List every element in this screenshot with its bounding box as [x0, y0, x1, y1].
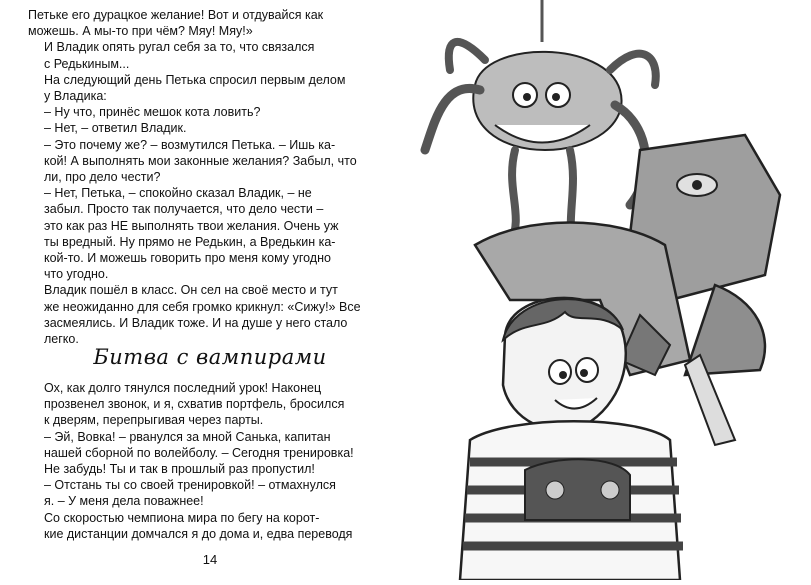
top-paragraph — [28, 282, 394, 347]
text-line: кие дистанции домчался я до дома и, едва переводя — [44, 526, 353, 541]
text-line: легко. — [44, 332, 79, 347]
top-paragraph — [28, 137, 394, 186]
bottom-paragraph — [28, 429, 394, 478]
bottom-paragraph — [28, 380, 394, 429]
text-line: Петьке его дурацкое желание! Вот и отдувайся как — [28, 8, 324, 22]
text-line: засмеялись. И Владик тоже. И на душе у него стало — [44, 315, 348, 330]
top-paragraph — [28, 39, 394, 71]
top-paragraph — [28, 104, 394, 120]
text-line: – Это почему же? – возмутился Петька. – Ишь ка- — [44, 137, 336, 152]
illustration — [415, 0, 811, 580]
text-line: Ох, как долго тянулся последний урок! Наконец — [44, 381, 322, 395]
text-line: что угодно. — [44, 267, 109, 282]
text-line: Владик пошёл в класс. Он сел на своё место и тут — [44, 283, 338, 298]
text-line: кой! А выполнять мои законные желания? Забыл, что — [44, 153, 357, 168]
text-line: И Владик опять ругал себя за то, что связался — [44, 40, 315, 55]
text-line: с Редькиным... — [44, 56, 130, 71]
text-line: Со скоростью чемпиона мира по бегу на корот- — [44, 510, 320, 525]
text-line: забыл. Просто так получается, что дело чести – — [44, 202, 324, 217]
bottom-paragraph — [28, 477, 394, 509]
text-line: – Отстань ты со своей тренировкой! – отмахнулся — [44, 478, 336, 493]
bottom-paragraph — [28, 510, 394, 542]
text-line: у Владика: — [44, 89, 107, 104]
text-line: же неожиданно для себя громко крикнул: «Сижу!» Все — [44, 299, 361, 314]
text-line: нашей сборной по волейболу. – Сегодня тренировка! — [44, 445, 354, 460]
top-paragraph — [28, 7, 394, 39]
top-paragraph — [28, 185, 394, 282]
text-line: ты вредный. Ну прямо не Редькин, а Вредькин ка- — [44, 234, 336, 249]
text-line: прозвенел звонок, и я, схватив портфель, бросился — [44, 397, 345, 412]
boy-robot-octopus-illustration — [415, 0, 811, 580]
text-line: На следующий день Петька спросил первым делом — [44, 72, 346, 87]
text-line: я. – У меня дела поважнее! — [44, 494, 204, 509]
text-line: Не забудь! Ты и так в прошлый раз пропустил! — [44, 462, 315, 477]
text-line: кой-то. И можешь говорить про меня кому угодно — [44, 251, 331, 266]
page-number: 14 — [202, 552, 218, 567]
text-line: к дверям, перепрыгивая через парты. — [44, 413, 264, 428]
text-line: можешь. А мы-то при чём? Мяу! Мяу!» — [28, 24, 253, 39]
top-paragraph — [28, 72, 394, 104]
text-line: – Ну что, принёс мешок кота ловить? — [44, 105, 261, 120]
top-paragraph — [28, 120, 394, 136]
text-line: – Нет, Петька, – спокойно сказал Владик, – не — [44, 186, 312, 201]
text-line: – Нет, – ответил Владик. — [44, 121, 187, 136]
text-line: – Эй, Вовка! – рванулся за мной Санька, капитан — [44, 429, 331, 444]
chapter-title: Битва с вампирами — [93, 345, 327, 369]
text-block-top — [28, 7, 394, 347]
text-line: ли, про дело чести? — [44, 170, 161, 185]
text-block-bottom — [28, 380, 394, 542]
text-line: это как раз НЕ выполнять твои желания. Очень уж — [44, 218, 339, 233]
